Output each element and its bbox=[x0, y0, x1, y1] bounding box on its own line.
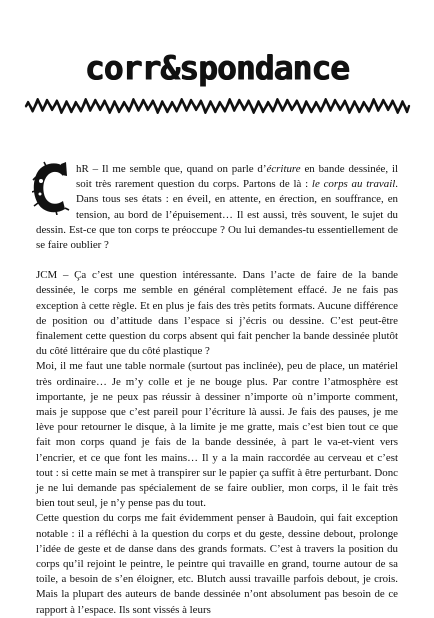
article-body bbox=[36, 162, 398, 618]
p1-emphasis-ecriture: écriture bbox=[266, 163, 301, 175]
paragraph-4: Cette question du corps me fait évidemment penser à Baudoin, qui fait exception notable : il a réfléchi à la question du corps et du geste, dessine debout, prolonge l’idée de geste et de danse dans des grands formats. C’est à travers la position du corps qu’il rejoint le peintre, le peintre qui travaille en grand, tourne autour de sa toile, a besoin de s’en éloigner, etc. Blutch aussi travaille parfois debout, je crois. Mais la plupart des auteurs de bande dessinée n’ont absolument pas besoin de ce rapport à l’espace. Ils sont vissés à leurs bbox=[36, 512, 398, 616]
paragraph-2: JCM – Ça c’est une question intéressante. Dans l’acte de faire de la bande dessinée, le corps me semble en général complètement effacé. Je ne fais pas exception à cette règle. Et en plus je fais des très petits formats. Aucune différence de position ou d’attitude dans l’espace si j’écris ou dessine. C’est peut-être finalement cette question du corps absent qui fait pencher la bande dessinée plutôt du côté littéraire que du côté plastique ? bbox=[36, 269, 398, 358]
title-part1: corr bbox=[84, 48, 161, 87]
paragraph-1 bbox=[36, 162, 398, 253]
p1-text-a: hR – Il me semble que, quand on parle d’ bbox=[76, 163, 267, 175]
dropcap-letter-shape bbox=[32, 161, 70, 215]
title-ampersand: & bbox=[160, 48, 180, 87]
dropcap bbox=[32, 161, 70, 215]
header bbox=[0, 48, 434, 88]
page-title bbox=[85, 48, 349, 88]
paragraph-3: Moi, il me faut une table normale (surtout pas inclinée), peu de place, un matériel très ordinaire… Je m’y colle et je ne bouge plus. Par contre l’atmosphère est importante, je ne peux pas réussir à dessiner n’importe où n’importe comment, mais je suppose que c’est pareil pour l’écriture là aussi. Je fais des pauses, je me lève pour retourner le disque, à la limite je me gratte, mais c’est bien tout ce que fait mon corps quand je fais de la bande dessinée, à part le va-et-vient vers l’encrier, et ce que font les mains… Il y a la main raccordée au cerveau et c’est tout : si cette main se met à transpirer sur le papier ça suffit à être perturbant. Donc je ne lui demande pas spécialement de se faire oublier, mon corps, il le fait très bien tout seul, je n’y pense pas du tout. bbox=[36, 360, 398, 510]
p1-text-b: en bande dessinée, il soit très rarement question du corps. Partons de là : bbox=[76, 163, 398, 191]
p1-text-c: . Dans tous ses états : en éveil, en attente, en érection, en souffrance, en tension, au bord de l’épuisement… Il est aussi, très souvent, le sujet du dessin. Est-ce que ton corps te préoccupe ? Ou lui demandes-tu essentiellement de se faire oublier ? bbox=[36, 178, 398, 252]
title-part2: spondance bbox=[179, 48, 350, 87]
p1-emphasis-corps: le corps au travail bbox=[311, 178, 396, 191]
squiggle-divider bbox=[24, 98, 411, 114]
